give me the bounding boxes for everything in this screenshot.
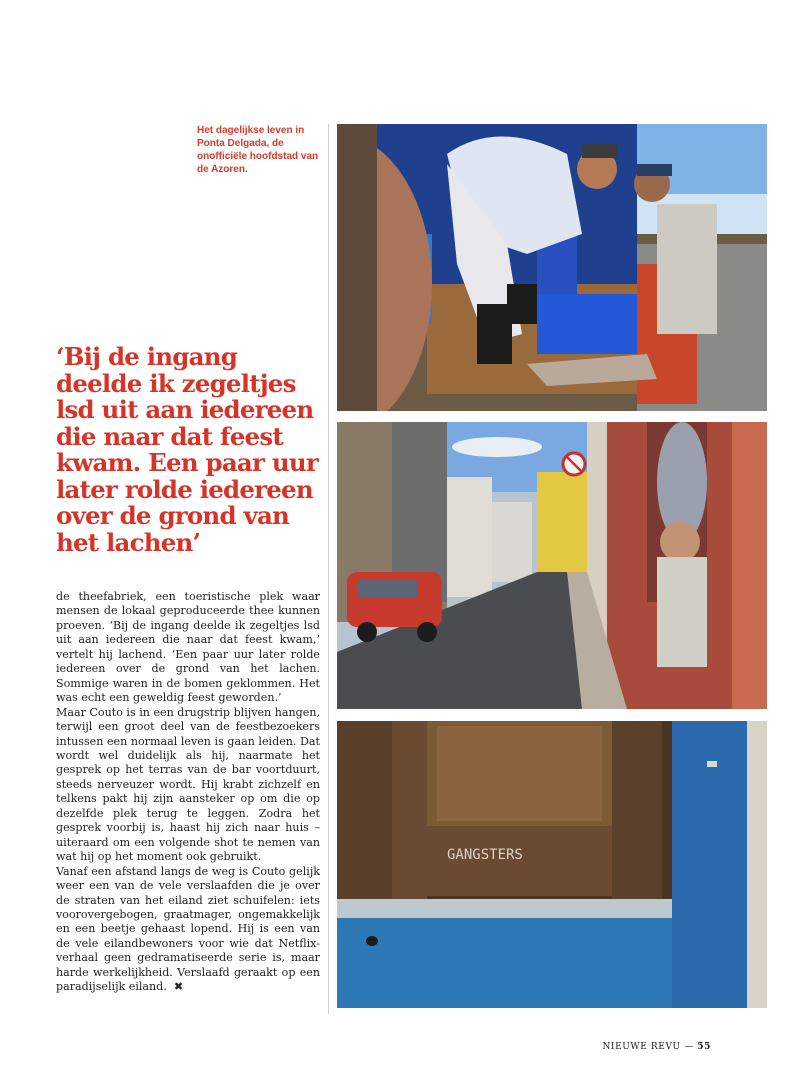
body-paragraph: Maar Couto is in een drugstrip blijven hangen, terwijl een groot deel van de feestbezoekers intussen een normaal leven is gaan leiden. Dat wordt wel duidelijk als hij, naarmate het gesprek op het terras van de bar voortduurt, steeds nerveuzer wordt. Hij krabt zichzelf en telkens pakt hij zijn aansteker op om die op dezelfde plek terug te leggen. Zodra het gesprek voorbij is, haast hij zich naar huis – uiteraard om een volgende shot te nemen van wat hij op het moment ook gebruikt. [56, 705, 320, 864]
body-paragraph-text: Vanaf een afstand langs de weg is Couto gelijk weer een van de vele verslaafden die je over de straten van het eiland ziet schuifelen: iets voorovergebogen, graatmager, ongemakkelijk en een beetje gehaast lopend. Hij is een van de vele eilandbewoners voor wie dat Netflix-verhaal geen gedramatiseerde serie is, maar harde werkelijkheid. Verslaafd geraakt op een paradijselijk eiland. [56, 864, 320, 994]
fish-market-photo [337, 124, 767, 411]
body-paragraph: de theefabriek, een toeristische plek waar mensen de lokaal geproduceerde thee kunnen proeven. ‘Bij de ingang deelde ik zegeltjes lsd uit aan iedereen die naar dat feest kwam,’ vertelt hij lachend. ‘Een paar uur later rolde iedereen over de grond van het lachen. Sommige waren in de bomen geklommen. Het was echt een geweldig feest geworden.’ [56, 590, 320, 705]
street-scene-photo [337, 422, 767, 709]
magazine-name: NIEUWE REVU [602, 1042, 681, 1052]
pull-quote: ‘Bij de ingang deelde ik zegeltjes lsd uit aan iedereen die naar dat feest kwam. Een paar uur later rolde iedereen over de grond van het lachen’ [56, 342, 318, 557]
article-body [56, 590, 320, 995]
photo-caption: Het dagelijkse leven in Ponta Delgada, de onofficiële hoofdstad van de Azoren. [197, 125, 319, 175]
window-graffiti-photo [337, 721, 767, 1008]
column-divider [328, 124, 329, 1014]
body-paragraph [56, 865, 320, 995]
svg-text:GANGSTERS: GANGSTERS [447, 847, 523, 863]
page-number: 55 [697, 1042, 711, 1052]
page-footer [602, 1042, 711, 1052]
end-mark-icon: ✖ [173, 980, 184, 994]
footer-separator: — [680, 1042, 698, 1052]
